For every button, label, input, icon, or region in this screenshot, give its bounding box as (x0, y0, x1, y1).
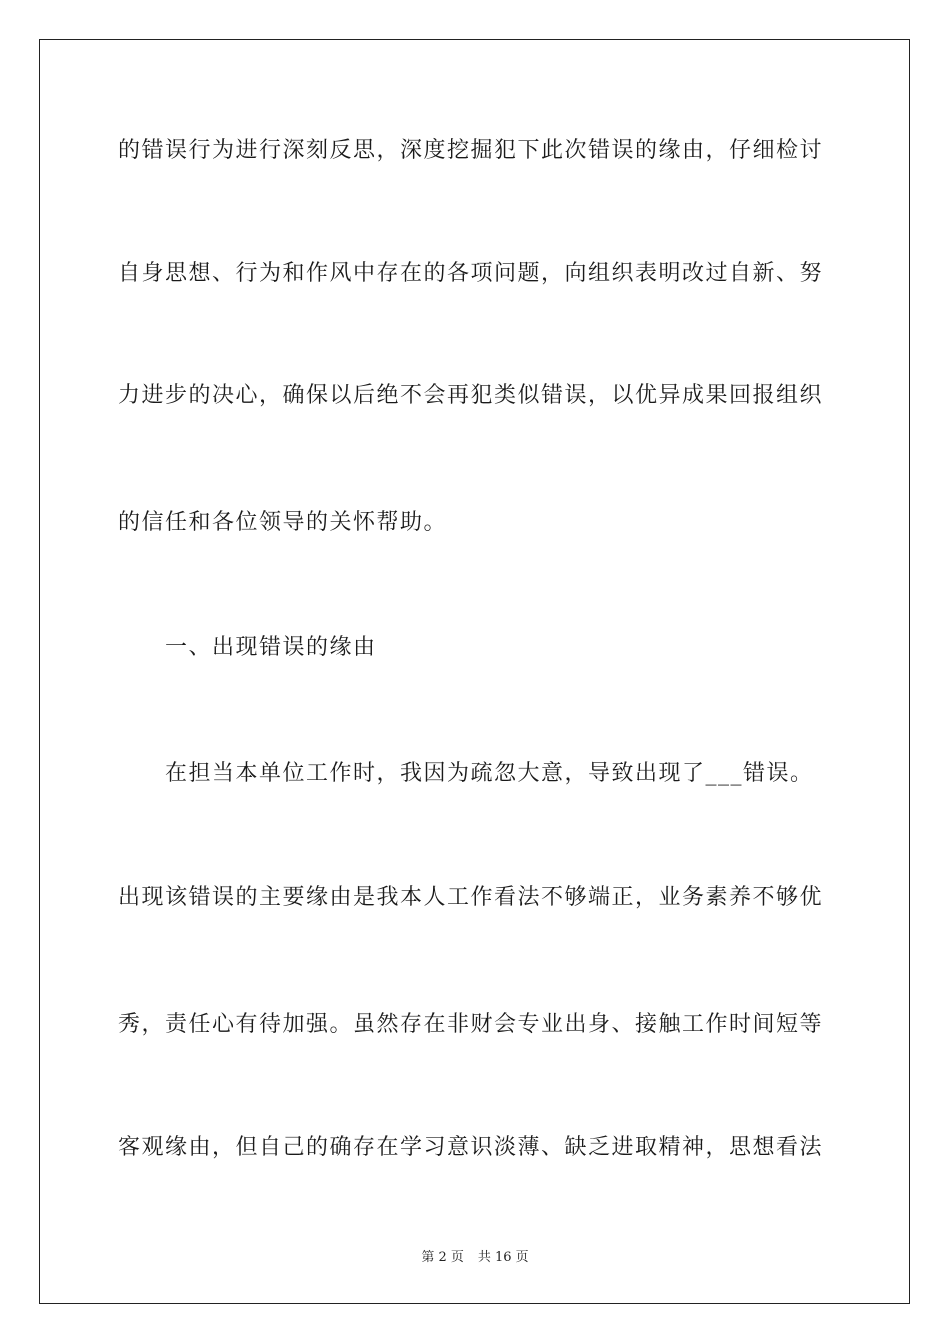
paragraph-line-5: 在担当本单位工作时，我因为疏忽大意，导致出现了___错误。 (165, 761, 814, 786)
page-footer (0, 1246, 950, 1265)
paragraph-line-6: 出现该错误的主要缘由是我本人工作看法不够端正，业务素养不够优 (118, 885, 824, 910)
page-total: 共 16 页 (477, 1250, 529, 1265)
paragraph-line-3: 力进步的决心，确保以后绝不会再犯类似错误，以优异成果回报组织 (118, 383, 824, 408)
page-number: 第 2 页 (421, 1250, 464, 1265)
paragraph-line-1: 的错误行为进行深刻反思，深度挖掘犯下此次错误的缘由，仔细检讨 (118, 138, 824, 163)
paragraph-line-8: 客观缘由，但自己的确存在学习意识淡薄、缺乏进取精神，思想看法 (118, 1135, 824, 1160)
paragraph-line-2: 自身思想、行为和作风中存在的各项问题，向组织表明改过自新、努 (118, 261, 824, 286)
paragraph-line-4: 的信任和各位领导的关怀帮助。 (118, 510, 448, 535)
section-heading: 一、出现错误的缘由 (165, 635, 377, 660)
paragraph-line-7: 秀，责任心有待加强。虽然存在非财会专业出身、接触工作时间短等 (118, 1012, 824, 1037)
page-frame (39, 39, 910, 1304)
